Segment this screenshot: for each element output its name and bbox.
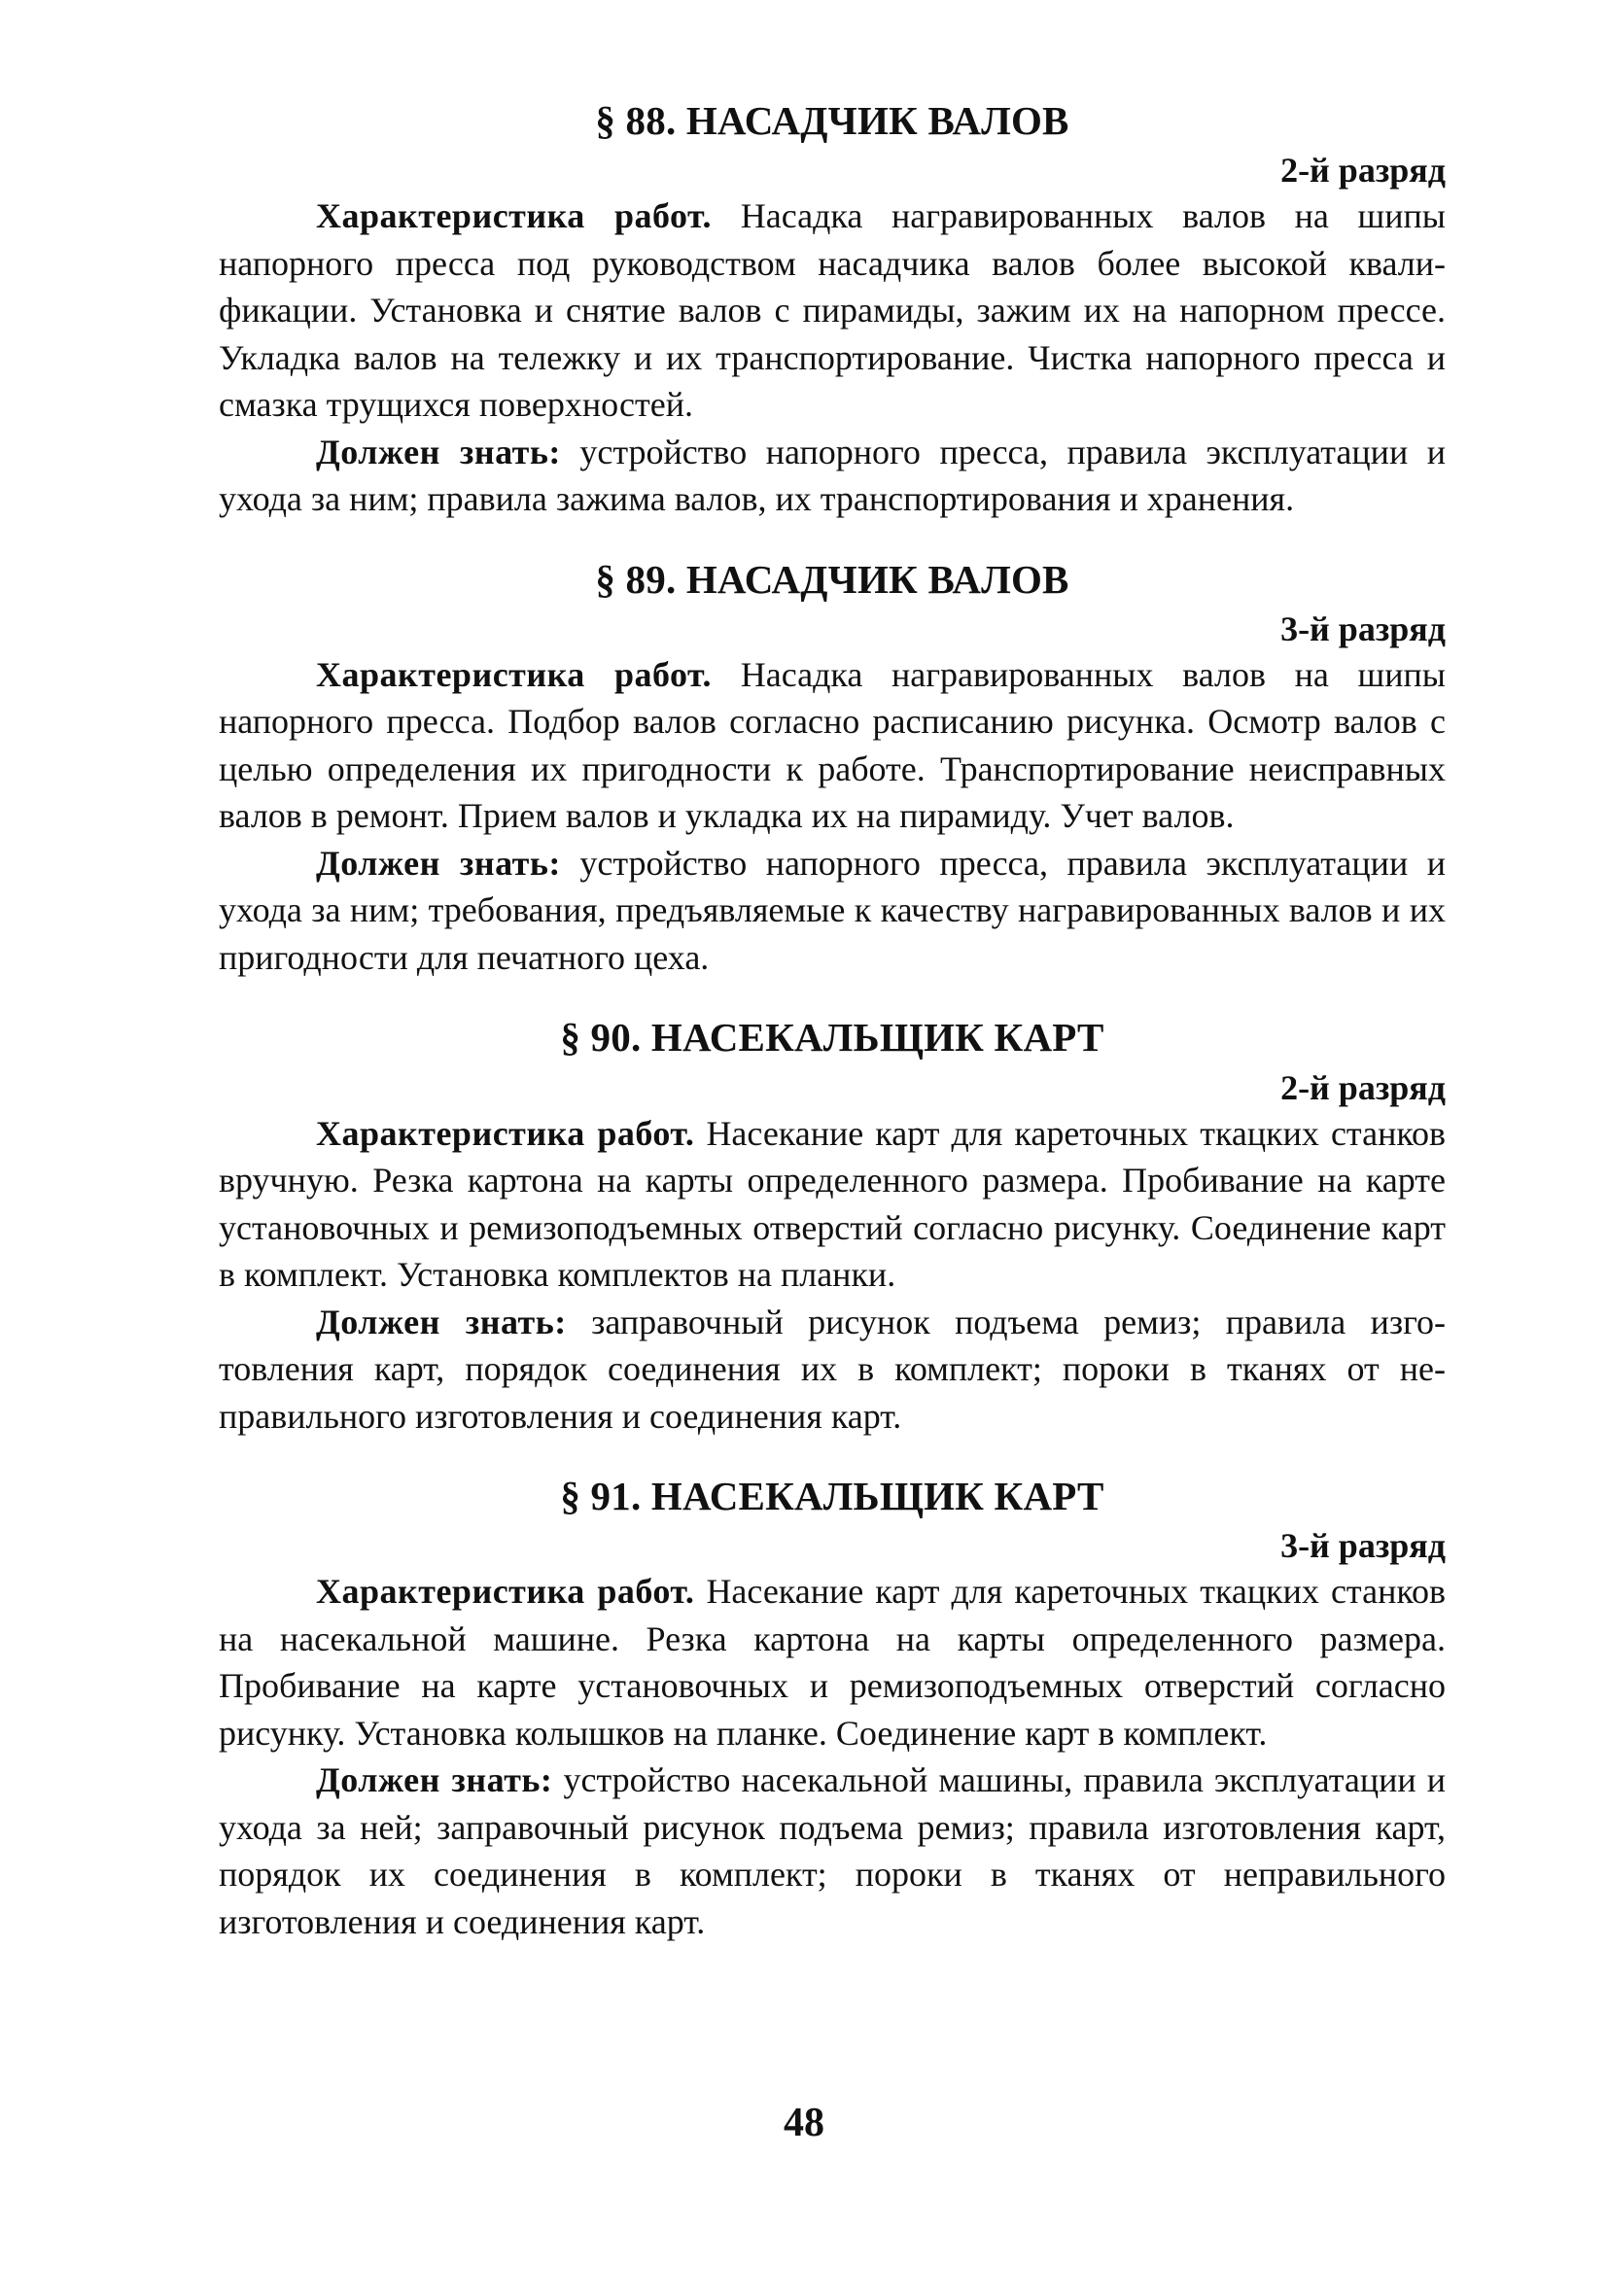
section-heading: § 88. НАСАДЧИК ВАЛОВ [595,98,1069,143]
knowledge-text: заправочный рисунок подъема ремиз; правила изготовления карт, порядок соединения их в комплект; пороки в тканях от неправильного изготовления и соединения карт. [219,1302,1446,1436]
knowledge-text: устройство напорного пресса, правила эксплуатации и ухода за ним; правила зажима валов, их транспортирования и хранения. [219,432,1446,519]
characteristics-label: Характеристика работ. [316,196,713,236]
document-page [219,97,1446,1978]
knowledge-paragraph [219,429,1446,523]
section-grade: 2-й разряд [1280,1067,1446,1107]
characteristics-paragraph [219,1110,1446,1299]
section-90 [219,1014,1446,1440]
knowledge-text: устройство напорного пресса, правила эксплуатации и ухода за ним; требования, предъявляемые к качеству награвированных валов и их пригодности для печатного цеха. [219,843,1446,977]
knowledge-label: Должен знать: [316,843,561,883]
characteristics-paragraph [219,651,1446,840]
characteristics-label: Характеристика работ. [316,1113,695,1153]
knowledge-label: Должен знать: [316,432,561,471]
characteristics-label: Характеристика работ. [316,654,713,694]
knowledge-paragraph [219,1757,1446,1945]
characteristics-paragraph [219,1568,1446,1757]
knowledge-label: Должен знать: [316,1760,553,1800]
characteristics-text: Насадка награвированных валов на шипы напорного пресса. Подбор валов согласно расписанию рисунка. Осмотр валов с целью определения их пригодности к работе. Транспортирование неисправных валов в ремонт. Прием валов и укладка их на пирамиду. Учет валов. [219,654,1446,836]
section-heading: § 90. НАСЕКАЛЬЩИК КАРТ [560,1015,1104,1061]
characteristics-text: Насадка награвированных валов на шипы напорного пресса под руководством насадчика валов более высокой квалификации. Установка и снятие валов с пирамиды, зажим их на напорном прессе. Укладка валов на тележку и их транспортирование. Чистка напорного пресса и смазка трущихся поверхностей. [219,196,1446,425]
knowledge-label: Должен знать: [316,1302,567,1341]
knowledge-paragraph [219,1299,1446,1441]
characteristics-label: Характеристика работ. [316,1572,695,1612]
section-89 [219,556,1446,982]
page-number: 48 [784,2101,824,2145]
section-88 [219,97,1446,523]
section-91 [219,1473,1446,1945]
section-grade: 3-й разряд [1280,609,1446,648]
characteristics-text: Насекание карт для кареточных ткацких станков вручную. Резка картона на карты определенного размера. Пробивание на карте установочных и ремизоподъемных отверстий согласно рисунку. Соединение карт в комплект. Установка комплектов на планки. [219,1113,1446,1295]
section-heading: § 89. НАСАДЧИК ВАЛОВ [595,556,1069,602]
section-heading: § 91. НАСЕКАЛЬЩИК КАРТ [560,1474,1104,1519]
characteristics-text: Насекание карт для кареточных ткацких станков на насекальной машине. Резка картона на карты определенного размера. Пробивание на карте установочных и ремизоподъемных отверстий согласно рисунку. Установка колышков на планке. Соединение карт в комплект. [219,1572,1446,1753]
section-grade: 2-й разряд [1280,151,1446,191]
knowledge-paragraph [219,840,1446,982]
characteristics-paragraph [219,192,1446,429]
knowledge-text: устройство насекальной машины, правила эксплуатации и ухода за ней; заправочный рисунок подъема ремиз; правила изготовления карт, порядок их соединения в комплект; пороки в тканях от неправильного изготовления и соединения карт. [219,1760,1446,1941]
section-grade: 3-й разряд [1280,1526,1446,1566]
